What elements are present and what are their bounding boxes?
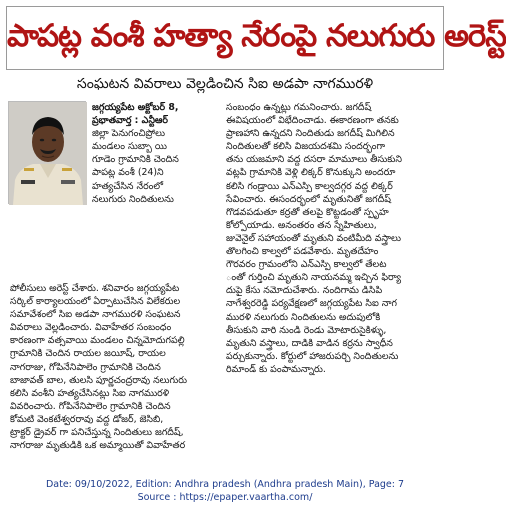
column-1-top-line: జిల్లా పెనుగంచిప్రోలు bbox=[92, 128, 165, 140]
column-1-bottom-line: సర్కిల్ కార్యాలయంలో ఏర్పాటుచేసిన విలేకరుల bbox=[10, 296, 181, 308]
edition-info: Date: 09/10/2022, Edition: Andhra pradesh (Andhra pradesh Main), Page: 7 bbox=[45, 479, 405, 490]
column-1-bottom-line: నాగరాజు, గోపినేనిపాలెం గ్రామానికి చెందిన bbox=[10, 361, 161, 373]
column-1-bottom-line: కలిసి వంశీని హత్యచేసినట్లు సిఐ నాగమురళి bbox=[10, 387, 170, 399]
column-1-bottom-line: కోమటి వెంకటేశ్వరరావు వద్ద డోజర్, జెసిబి, bbox=[10, 413, 164, 425]
column-2-line: నిందితులతో కలిసి విజయదశమి సందర్భంగా bbox=[226, 141, 386, 153]
column-1-bottom-line: ట్రాక్టర్ డ్రైవర్ గా పనిచేస్తున్న నిందితులు జగదీష్, bbox=[10, 427, 184, 439]
column-2 bbox=[226, 101, 440, 376]
column-2-line: తను యజమాని వద్ద దసరా మామూలు తీసుకుని bbox=[226, 154, 403, 166]
source-url: Source : https://epaper.vaartha.com/ bbox=[137, 492, 313, 503]
column-2-line: పర్చుకున్నారు. కోర్టులో హాజరుపర్చి నిందితులను bbox=[226, 350, 399, 362]
column-1-top-line: నలుగురు నిందితులను bbox=[92, 193, 174, 205]
column-1-bottom-line: పోలీసులు అరెస్ట్ చేశారు. శనివారం జగ్గయ్యపేట bbox=[10, 283, 180, 294]
column-2-line: నాగేశ్వరరెడ్డి పర్యవేక్షణలో జగ్గయ్యపేట సిఐ నాగ bbox=[226, 298, 397, 310]
column-1-bottom-line: వివరాలు వెల్లడించారు. వివాహేతర సంబంధం bbox=[10, 322, 172, 334]
column-1-bottom-line: నాగరాజు మృతుడికి ఒక అమ్మాయితో వివాహేతర bbox=[10, 440, 186, 452]
column-1-bottom-line: కారణంగా వత్సవాయి మండలం చిన్నమోదుగపల్లి bbox=[10, 335, 185, 347]
column-2-line: రిమాండ్ కు పంపామన్నారు. bbox=[226, 363, 326, 375]
column-2-line: గౌరవరం గ్రామంలోని ఎన్ఎస్పి కాల్వలో తేలట bbox=[226, 259, 387, 271]
column-1-top-line: మండలం సుబ్బా యి bbox=[92, 141, 167, 153]
column-1-bottom bbox=[10, 282, 220, 452]
column-1-top-line: జగ్గయ్యపేట అక్టోబర్ 8, bbox=[92, 102, 179, 113]
column-1-bottom-line: బాజావత్ బాల, తులసి పూర్ణచంద్రరావు నలుగురు bbox=[10, 374, 188, 386]
column-2-line: మురళి నలుగురు నిందితులను అదుపులోకి bbox=[226, 311, 381, 323]
source-footer bbox=[0, 478, 450, 504]
column-1-bottom-line: వివరించారు. గోపినేనిపాలెం గ్రామానికి చెందిన bbox=[10, 400, 171, 412]
column-2-line: గొడవపడుతూ కర్రతో తలపై కొట్టడంతో స్పృహ bbox=[226, 206, 389, 218]
column-2-line: తీసుకుని వారి నుండి రెండు మోటారుసైకిళ్ళు, bbox=[226, 324, 387, 336]
column-2-line: సంబంధం ఉన్నట్లు గమనించారు. జగదీష్ bbox=[226, 102, 372, 113]
column-1-bottom-line: గ్రామానికి చెందిన రాయల జయీష్, రాయల bbox=[10, 348, 166, 360]
column-1-top bbox=[92, 101, 220, 206]
column-1-top-line: ప్రభాతవార్త : ఎన్టీఆర్ bbox=[92, 115, 168, 127]
column-2-line: ంతో గుర్తించి మృతుని నాయనమ్మ ఇచ్చిన ఫిర్యా bbox=[226, 272, 402, 284]
ci-portrait-photo bbox=[8, 101, 86, 204]
column-2-line: దుపై కేసు నమోదుచేశారు. నందిగామ డిసిపి bbox=[226, 285, 383, 297]
subheadline: సంఘటన వివరాలు వెల్లడించిన సిఐ అడపా నాగమురళి bbox=[76, 76, 374, 92]
column-1-top-line: పాపట్ల వంశీ (24)ని bbox=[92, 167, 164, 179]
column-2-line: వట్లపి గ్రామానికి వెళ్లి లిక్కర్ కొనుక్కుని అందరూ bbox=[226, 167, 396, 179]
column-2-line: మృతుని వస్త్రాలు, దాడికి వాడిన కర్రను స్వాధీన bbox=[226, 337, 393, 349]
column-1-top-line: గూడెం గ్రామానికి చెందిన bbox=[92, 154, 179, 166]
column-2-line: ఈవిషయంలో విభేదించాడు. ఈకారణంగా తనకు bbox=[226, 115, 399, 127]
column-2-line: జువెనైల్ సహాయంతో మృతుని వంటిమీది వస్త్రాలు bbox=[226, 232, 401, 244]
column-2-line: కోల్పోయాడు. అనంతరం తన స్నేహితులు, bbox=[226, 219, 377, 231]
column-1-bottom-line: సమావేశంలో సిఐ అడపా నాగమురళి సంఘటన bbox=[10, 309, 181, 321]
headline: పాపట్ల వంశీ హత్యా నేరంపై నలుగురు అరెస్ట్ bbox=[6, 6, 444, 70]
column-2-line: సేవించారు. ఈసందర్భంలో మృతునితో జగదీష్ bbox=[226, 193, 391, 205]
column-2-line: కలిసి గండ్రాయి ఎన్ఎస్పి కాల్వదగ్గర వద్ద లిక్కర్ bbox=[226, 180, 393, 192]
column-1-top-line: హత్యచేసిన నేరంలో bbox=[92, 180, 164, 192]
column-2-line: తొలగించి కాల్వలో పడవేశారు. మృతదేహం bbox=[226, 246, 379, 258]
column-2-line: ప్రాణహాని ఉన్నదని నిందితుడు జగదీష్ మిగిలిన bbox=[226, 128, 395, 140]
